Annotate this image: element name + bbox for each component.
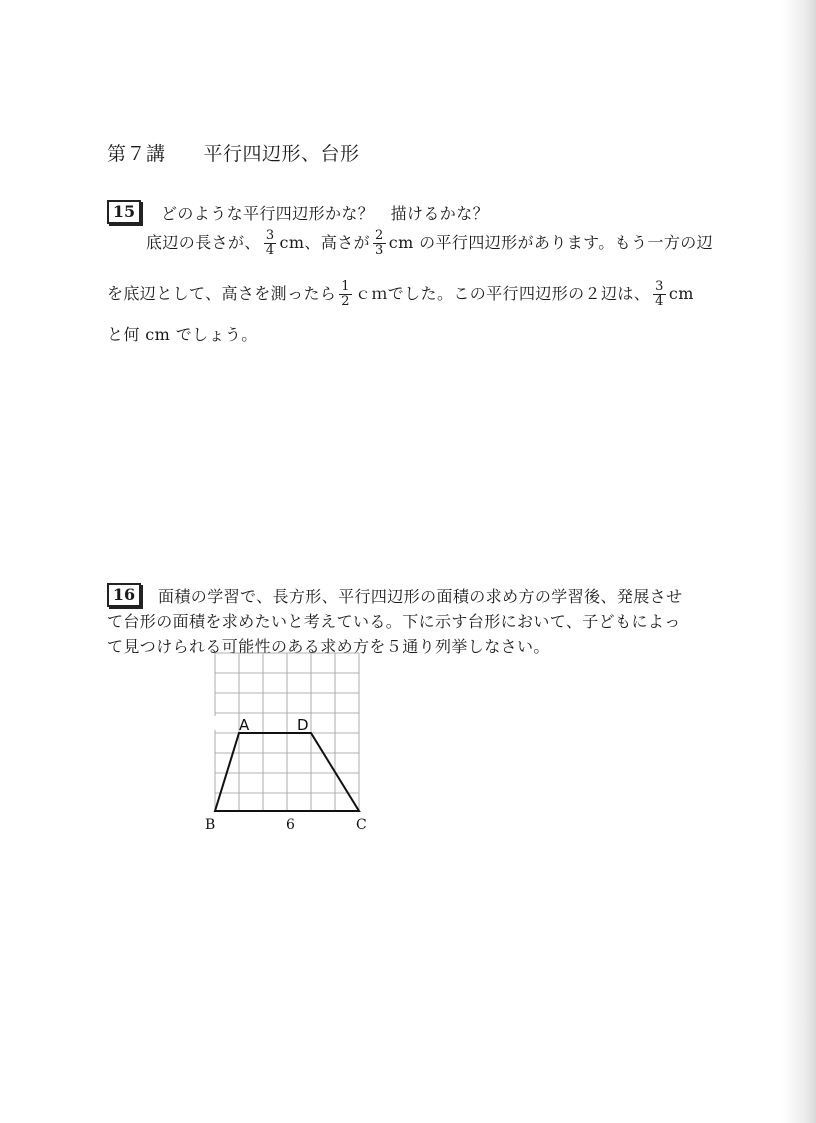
fraction-2-3: $\frac{2}{3}$ bbox=[375, 228, 384, 258]
problem-16-number: 16 bbox=[107, 583, 141, 607]
trapezoid-grid-figure bbox=[205, 650, 385, 840]
problem-15-heading: どのような平行四辺形かな？ 描けるかな？ bbox=[161, 204, 490, 223]
lecture-heading bbox=[107, 139, 360, 166]
fraction-3-4: $\frac{3}{4}$ bbox=[265, 228, 275, 258]
p15-l2-pre: を底辺として、高さを測ったら bbox=[107, 284, 337, 303]
fraction-3-4-b: $\frac{3}{4}$ bbox=[655, 279, 664, 309]
problem-16-line-3: て見つけられる可能性のある求め方を５通り列挙しなさい。 bbox=[107, 637, 550, 656]
problem-16-line-2: て台形の面積を求めたいと考えている。下に示す台形において、子どもによっ bbox=[107, 612, 681, 631]
problem-16-line-1: 面積の学習で、長方形、平行四辺形の面積の求め方の学習後、発展させ bbox=[158, 587, 683, 606]
p15-l2-post: cm bbox=[668, 284, 694, 303]
p15-l1-post: cm の平行四辺形があります。もう一方の辺 bbox=[388, 233, 714, 252]
problem-15-line-3: と何 cm でしょう。 bbox=[107, 325, 258, 344]
label-a-mask bbox=[211, 716, 219, 730]
label-a: A bbox=[239, 716, 250, 734]
p15-l1-pre: 底辺の長さが、 bbox=[146, 233, 261, 252]
problem-15-number: 15 bbox=[107, 200, 141, 224]
p15-l1-mid: cm、高さが bbox=[279, 233, 371, 252]
scan-edge-shadow bbox=[782, 0, 816, 1123]
fraction-1-2: $\frac{1}{2}$ bbox=[341, 279, 350, 309]
problem-15-line-2 bbox=[107, 280, 694, 309]
lecture-title: 平行四辺形、台形 bbox=[203, 143, 360, 165]
base-length-label: 6 bbox=[286, 817, 295, 833]
label-d: D bbox=[297, 716, 309, 734]
lecture-number: 第７講 bbox=[107, 143, 166, 165]
p15-l2-mid: ｃｍでした。この平行四辺形の２辺は、 bbox=[354, 284, 651, 303]
problem-15-line-1 bbox=[146, 229, 713, 258]
label-c: C bbox=[356, 817, 367, 833]
label-b: B bbox=[205, 817, 216, 833]
